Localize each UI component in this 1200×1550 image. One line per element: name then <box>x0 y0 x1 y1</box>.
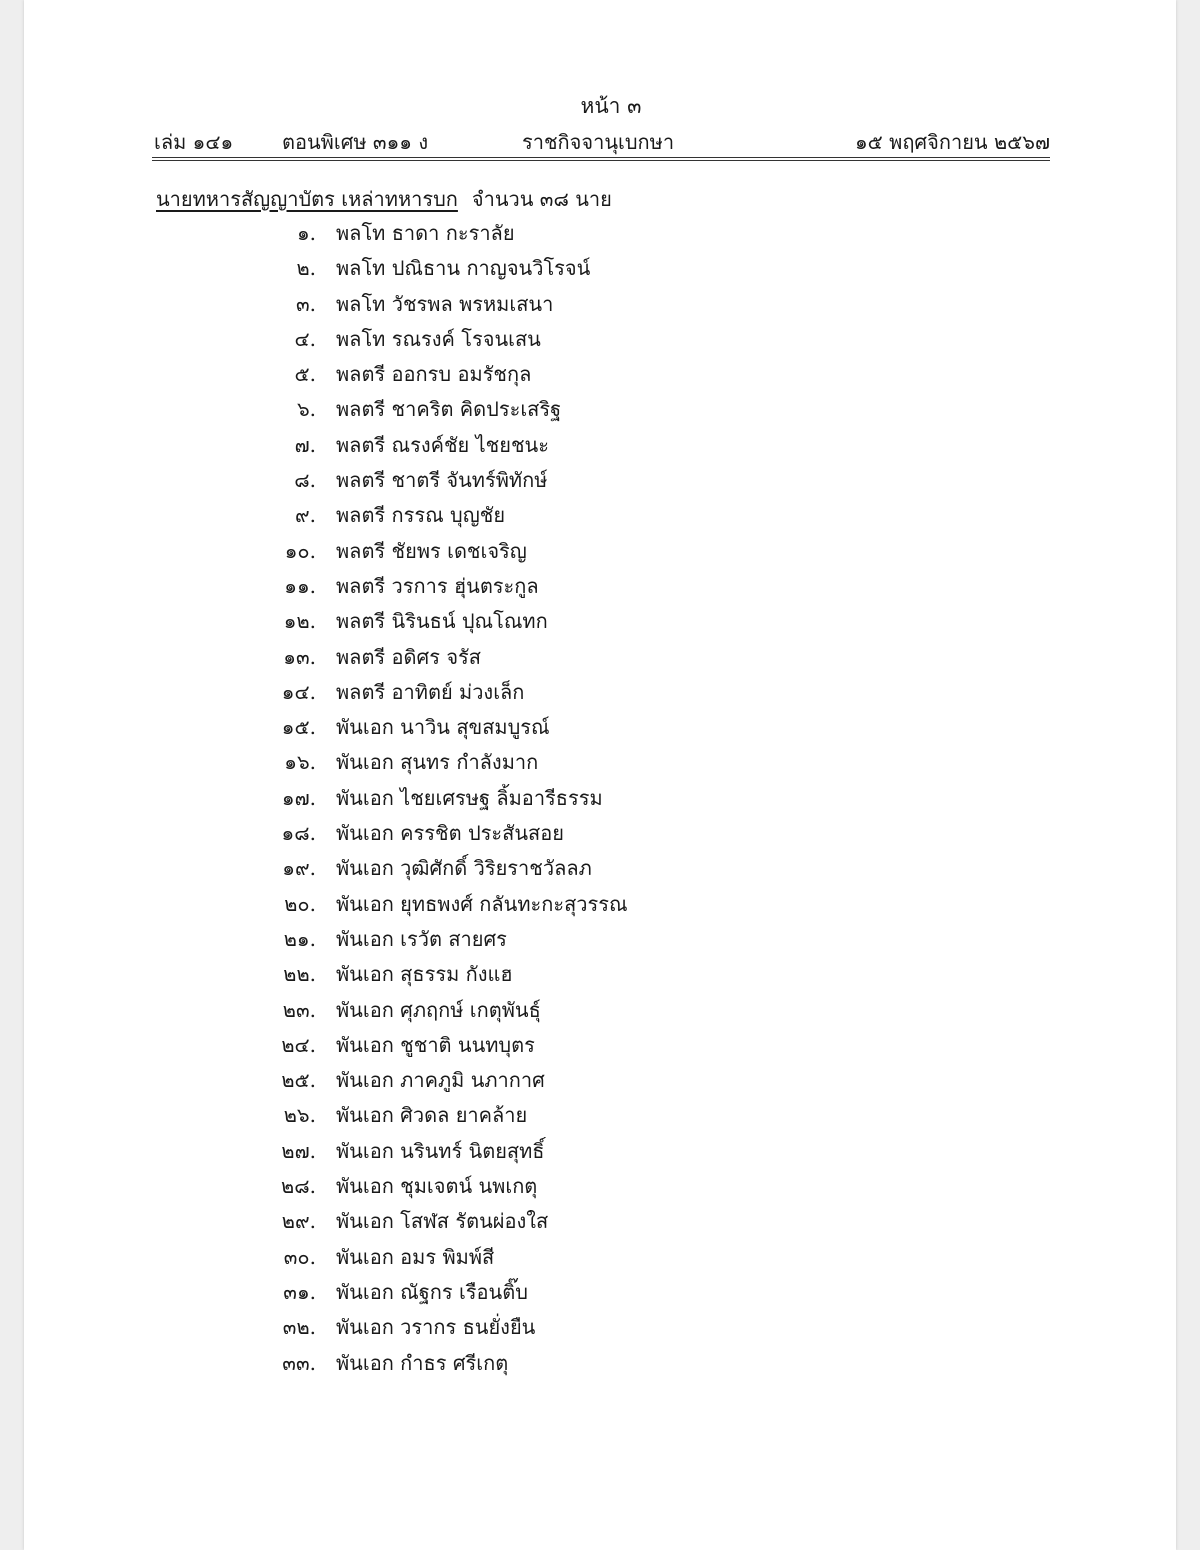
list-item-number: ๓๐. <box>283 1244 316 1269</box>
list-item-name: พลตรี ออกรบ อมรัชกุล <box>336 362 532 387</box>
list-item-number: ๑๔. <box>281 679 316 704</box>
list-item-number: ๑๘. <box>281 821 316 846</box>
list-item-name: พันเอก สุนทร กำลังมาก <box>336 750 539 775</box>
list-item-name: พันเอก สุธรรม กังแฮ <box>336 962 513 987</box>
list-item-name: พันเอก ชูชาติ นนทบุตร <box>336 1032 535 1057</box>
list-item-number: ๓. <box>295 291 316 316</box>
list-item-name: พันเอก โสฬส รัตนผ่องใส <box>336 1209 549 1234</box>
list-item-name: พันเอก ครรชิต ประสันสอย <box>336 821 564 846</box>
list-item-number: ๙. <box>294 503 316 528</box>
list-item-name: พันเอก ศิวดล ยาคล้าย <box>336 1103 528 1128</box>
list-item-name: พันเอก ศุภฤกษ์ เกตุพันธุ์ <box>336 997 541 1022</box>
header-section: ตอนพิเศษ ๓๑๑ ง <box>282 130 429 154</box>
list-item-number: ๑๐. <box>284 538 316 563</box>
list-item-number: ๒๘. <box>281 1174 316 1199</box>
header-date: ๑๕ พฤศจิกายน ๒๕๖๗ <box>854 130 1050 154</box>
list-item-name: พลตรี วรการ ฮุ่นตระกูล <box>336 573 539 598</box>
list-item-number: ๕. <box>294 362 316 387</box>
list-item-name: พันเอก ไชยเศรษฐ ลิ้มอารีธรรม <box>336 785 603 810</box>
list-item-number: ๑๓. <box>283 644 316 669</box>
list-item-name: พลโท วัชรพล พรหมเสนา <box>336 291 554 316</box>
list-item-number: ๒๒. <box>283 962 316 987</box>
section-heading <box>156 183 612 215</box>
list-item-name: พลตรี อดิศร จรัส <box>336 644 481 669</box>
list-item-number: ๖. <box>296 397 316 422</box>
list-item-number: ๑๙. <box>282 856 316 881</box>
list-item-number: ๒. <box>296 256 316 281</box>
list-item-number: ๒๐. <box>284 891 316 916</box>
list-item-number: ๑๖. <box>284 750 316 775</box>
list-item-number: ๘. <box>294 468 316 493</box>
list-item-name: พลโท รณรงค์ โรจนเสน <box>336 326 541 351</box>
list-item-name: พันเอก ชุมเจตน์ นพเกตุ <box>336 1174 538 1199</box>
list-item-name: พลโท ธาดา กะราลัย <box>336 221 515 245</box>
header-rule-top <box>152 157 1050 158</box>
list-item-name: พลตรี กรรณ บุญชัย <box>336 503 506 528</box>
list-item-number: ๓๑. <box>283 1279 316 1304</box>
list-item-number: ๒๙. <box>281 1209 316 1234</box>
header-rule-bottom <box>152 160 1050 161</box>
list-item-name: พลตรี นิรินธน์ ปุณโณทก <box>336 609 548 634</box>
list-item-name: พลโท ปณิธาน กาญจนวิโรจน์ <box>336 256 591 281</box>
heading-count: จำนวน ๓๘ นาย <box>471 187 612 211</box>
list-item-number: ๑๑. <box>284 573 316 598</box>
list-item-name: พันเอก กำธร ศรีเกตุ <box>336 1350 509 1375</box>
list-item-name: พลตรี ชาตรี จันทร์พิทักษ์ <box>336 468 548 493</box>
list-item-number: ๒๑. <box>283 926 316 951</box>
list-item-number: ๒๗. <box>281 1138 316 1163</box>
list-item-number: ๒๔. <box>281 1032 316 1057</box>
header-gazette-title: ราชกิจจานุเบกษา <box>522 130 675 154</box>
list-item-name: พันเอก เรวัต สายศร <box>336 926 507 951</box>
list-item-name: พันเอก วรากร ธนยั่งยืน <box>336 1315 536 1340</box>
heading-category: นายทหารสัญญาบัตร เหล่าทหารบก <box>156 187 458 211</box>
list-item-name: พันเอก นรินทร์ นิตยสุทธิ์ <box>336 1138 545 1163</box>
list-item-number: ๔. <box>294 326 316 351</box>
list-item-number: ๒๕. <box>281 1068 316 1093</box>
list-item-name: พันเอก อมร พิมพ์สี <box>336 1244 495 1269</box>
list-item-name: พลตรี อาทิตย์ ม่วงเล็ก <box>336 679 525 704</box>
list-item-name: พลตรี ชัยพร เดชเจริญ <box>336 538 527 563</box>
list-item-number: ๓๓. <box>282 1350 316 1375</box>
list-item-number: ๗. <box>294 432 316 457</box>
list-item-number: ๑๒. <box>283 609 316 634</box>
document-page <box>24 0 1176 1550</box>
list-item-number: ๑๗. <box>281 785 316 810</box>
list-item-number: ๑๕. <box>281 715 316 740</box>
list-item-number: ๑. <box>296 221 316 245</box>
list-item-number: ๓๒. <box>282 1315 316 1340</box>
list-item-number: ๒๖. <box>283 1103 316 1128</box>
list-item-name: พันเอก ยุทธพงศ์ กลันทะกะสุวรรณ <box>336 891 628 916</box>
list-item-name: พลตรี ชาคริต คิดประเสริฐ <box>336 397 562 422</box>
list-item-name: พลตรี ณรงค์ชัย ไชยชนะ <box>336 432 549 457</box>
gazette-header <box>154 126 1050 156</box>
page-number: หน้า ๓ <box>580 94 642 118</box>
list-item-name: พันเอก นาวิน สุขสมบูรณ์ <box>336 715 550 740</box>
list-item-name: พันเอก ภาคภูมิ นภากาศ <box>336 1068 545 1093</box>
list-item-number: ๒๓. <box>282 997 316 1022</box>
list-item-name: พันเอก วุฒิศักดิ์ วิริยราชวัลลภ <box>336 856 592 881</box>
list-item-name: พันเอก ณัฐกร เรือนติ๊บ <box>336 1279 528 1304</box>
header-volume: เล่ม ๑๔๑ <box>154 130 234 154</box>
